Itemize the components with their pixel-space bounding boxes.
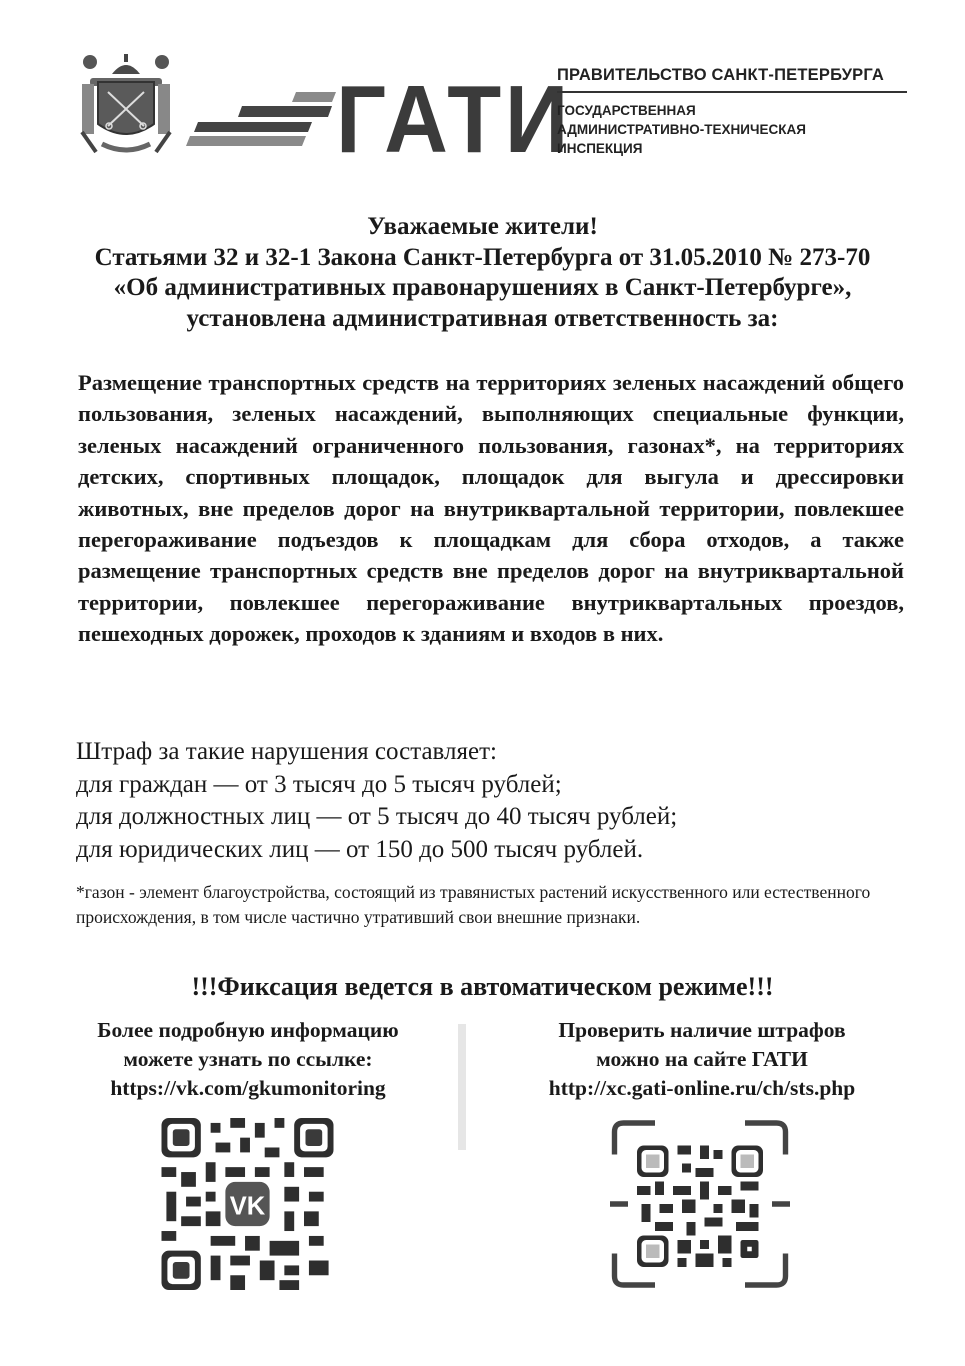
gati-link[interactable]: http://xc.gati-online.ru/ch/sts.php bbox=[548, 1076, 856, 1100]
info-column-left: Более подробную информацию можете узнать по ссылке: https://vk.com/gkumonitoring bbox=[38, 1016, 458, 1103]
law-title: «Об административных правонарушениях в Санкт-Петербурге», bbox=[113, 274, 852, 301]
vk-link[interactable]: https://vk.com/gkumonitoring bbox=[110, 1076, 386, 1100]
fine-item: для граждан — от 3 тысяч до 5 тысяч рублей; bbox=[76, 770, 562, 798]
government-title: ПРАВИТЕЛЬСТВО САНКТ-ПЕТЕРБУРГА bbox=[557, 66, 907, 93]
gati-qr-code-icon[interactable] bbox=[610, 1118, 790, 1290]
responsibility-line: установлена административная ответственность за: bbox=[186, 304, 779, 332]
agency-name: ГОСУДАРСТВЕННАЯ АДМИНИСТРАТИВНО-ТЕХНИЧЕСКАЯ ИНСПЕКЦИЯ bbox=[557, 103, 806, 156]
header bbox=[0, 0, 965, 200]
svg-text:VK: VK bbox=[229, 1192, 266, 1221]
vk-qr-code-icon[interactable] bbox=[160, 1118, 335, 1290]
info-column-right: Проверить наличие штрафов можно на сайте ГАТИ http://xc.gati-online.ru/ch/sts.php bbox=[492, 1016, 912, 1103]
intro-heading bbox=[40, 212, 925, 334]
greeting: Уважаемые жители! bbox=[367, 213, 598, 240]
footnote: *газон - элемент благоустройства, состоящий из травянистых растений искусственного или естественного происхождения, в том числе частично утративший свои внешние признаки. bbox=[76, 882, 871, 927]
violation-description: Размещение транспортных средств на территориях зеленых насаждений общего пользования, зеленых насаждений, выполняющих специальные функции, зеленых насаждений ограниченного пользования, газонах*, на территориях детских, спортивных площадок, площадок для выгула и дрессировки животных, вне пределов дорог на внутриквартальной территории, повлекшее перегораживание подъездов к площадкам для сбора отходов, а также размещение транспортных средств вне пределов дорог на внутриквартальной территории, повлекшее перегораживание внутриквартальных проездов, пешеходных дорожек, проходов к зданиям и входов в них. bbox=[78, 370, 904, 647]
column-divider bbox=[458, 1024, 466, 1150]
coat-of-arms-icon bbox=[76, 52, 176, 157]
law-reference: Статьями 32 и 32-1 Закона Санкт-Петербурга от 31.05.2010 № 273-70 bbox=[94, 243, 871, 271]
fines-block bbox=[76, 736, 926, 866]
fine-item: для должностных лиц — от 5 тысяч до 40 тысяч рублей; bbox=[76, 803, 678, 830]
government-block bbox=[557, 66, 907, 158]
auto-notice: !!!Фиксация ведется в автоматическом режиме!!! bbox=[191, 972, 774, 1001]
gati-logo-text: ГАТИ bbox=[336, 66, 573, 173]
fines-heading: Штраф за такие нарушения составляет: bbox=[76, 738, 497, 765]
fine-item: для юридических лиц — от 150 до 500 тысяч рублей. bbox=[76, 835, 644, 863]
logo-stripes-icon bbox=[186, 92, 336, 152]
